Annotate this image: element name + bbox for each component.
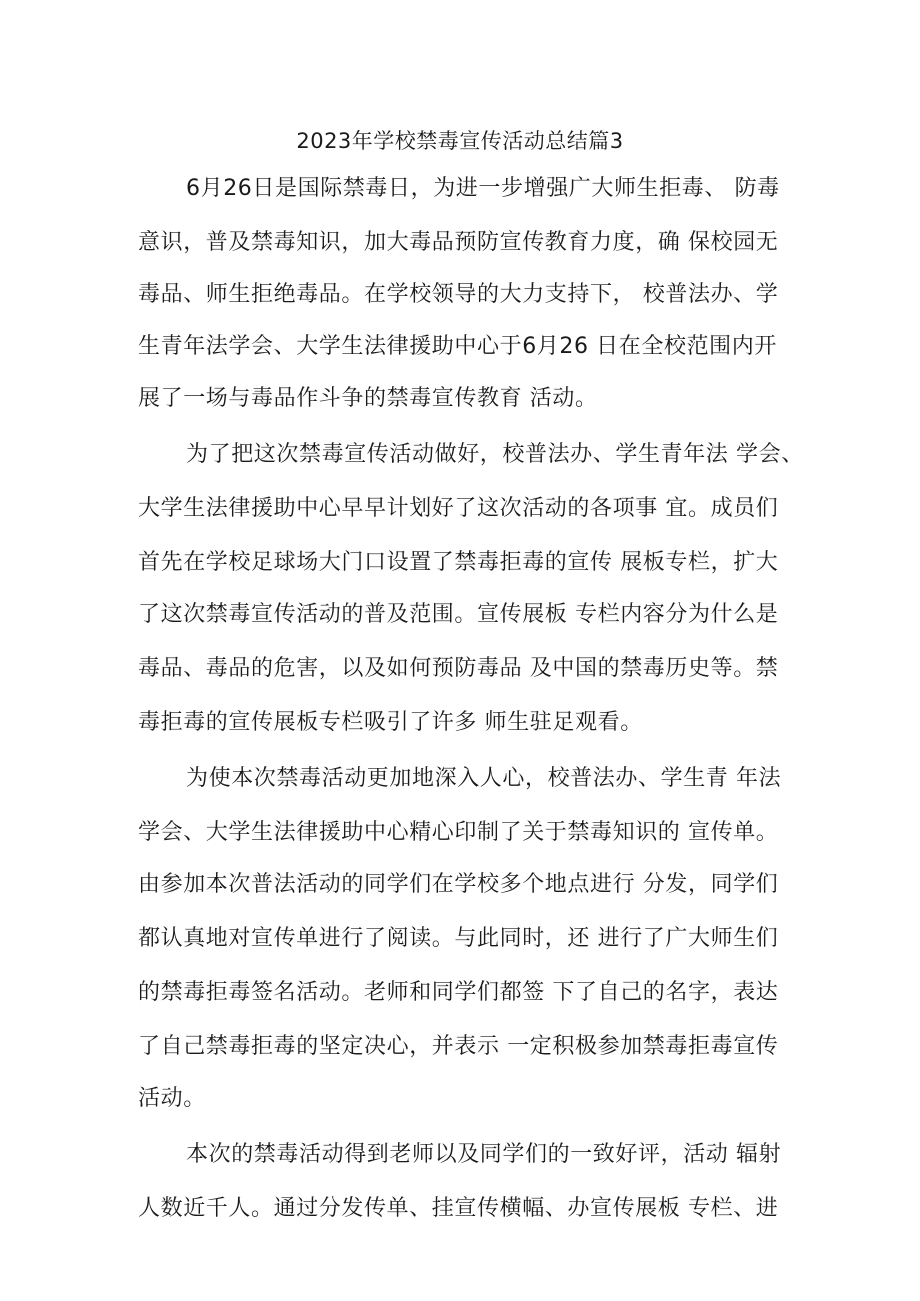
paragraph-line: 都认真地对宣传单进行了阅读。与此同时，还 进行了广大师生们 <box>138 926 779 951</box>
paragraph-line: 本次的禁毒活动得到老师以及同学们的一致好评，活动 辐射 <box>186 1142 782 1167</box>
paragraph-line: 了自己禁毒拒毒的坚定决心，并表示 一定积极参加禁毒拒毒宣传 <box>138 1034 779 1059</box>
document-title: 2023年学校禁毒宣传活动总结篇3 <box>296 129 624 153</box>
paragraph-line: 大学生法律援助中心早早计划好了这次活动的各项事 宜。成员们 <box>138 496 779 521</box>
paragraph-line: 6月26日是国际禁毒日，为进一步增强广大师生拒毒、 防毒 <box>186 176 780 201</box>
paragraph-line: 由参加本次普法活动的同学们在学校多个地点进行 分发，同学们 <box>138 872 779 897</box>
paragraph-line: 学会、大学生法律援助中心精心印制了关于禁毒知识的 宣传单。 <box>138 820 779 845</box>
paragraph-line: 为使本次禁毒活动更加地深入人心，校普法办、学生青 年法 <box>186 766 782 791</box>
paragraph-line: 毒品、师生拒绝毒品。在学校领导的大力支持下， 校普法办、学 <box>138 282 779 307</box>
paragraph-line: 毒拒毒的宣传展板专栏吸引了许多 师生驻足观看。 <box>138 710 643 735</box>
paragraph-line: 生青年法学会、大学生法律援助中心于6月26 日在全校范围内开 <box>138 334 777 359</box>
paragraph-line: 活动。 <box>138 1086 206 1111</box>
paragraph-line: 人数近千人。通过分发传单、挂宣传横幅、办宣传展板 专栏、进 <box>138 1196 779 1221</box>
paragraph-line: 了这次禁毒宣传活动的普及范围。宣传展板 专栏内容分为什么是 <box>138 602 779 627</box>
paragraph-line: 为了把这次禁毒宣传活动做好，校普法办、学生青年法 学会、 <box>186 442 804 467</box>
paragraph-line: 首先在学校足球场大门口设置了禁毒拒毒的宣传 展板专栏，扩大 <box>138 550 779 575</box>
paragraph-line: 意识，普及禁毒知识，加大毒品预防宣传教育力度，确 保校园无 <box>138 230 779 255</box>
paragraph-line: 展了一场与毒品作斗争的禁毒宣传教育 活动。 <box>138 386 598 411</box>
paragraph-line: 毒品、毒品的危害，以及如何预防毒品 及中国的禁毒历史等。禁 <box>138 656 779 681</box>
paragraph-line: 的禁毒拒毒签名活动。老师和同学们都签 下了自己的名字，表达 <box>138 980 779 1005</box>
